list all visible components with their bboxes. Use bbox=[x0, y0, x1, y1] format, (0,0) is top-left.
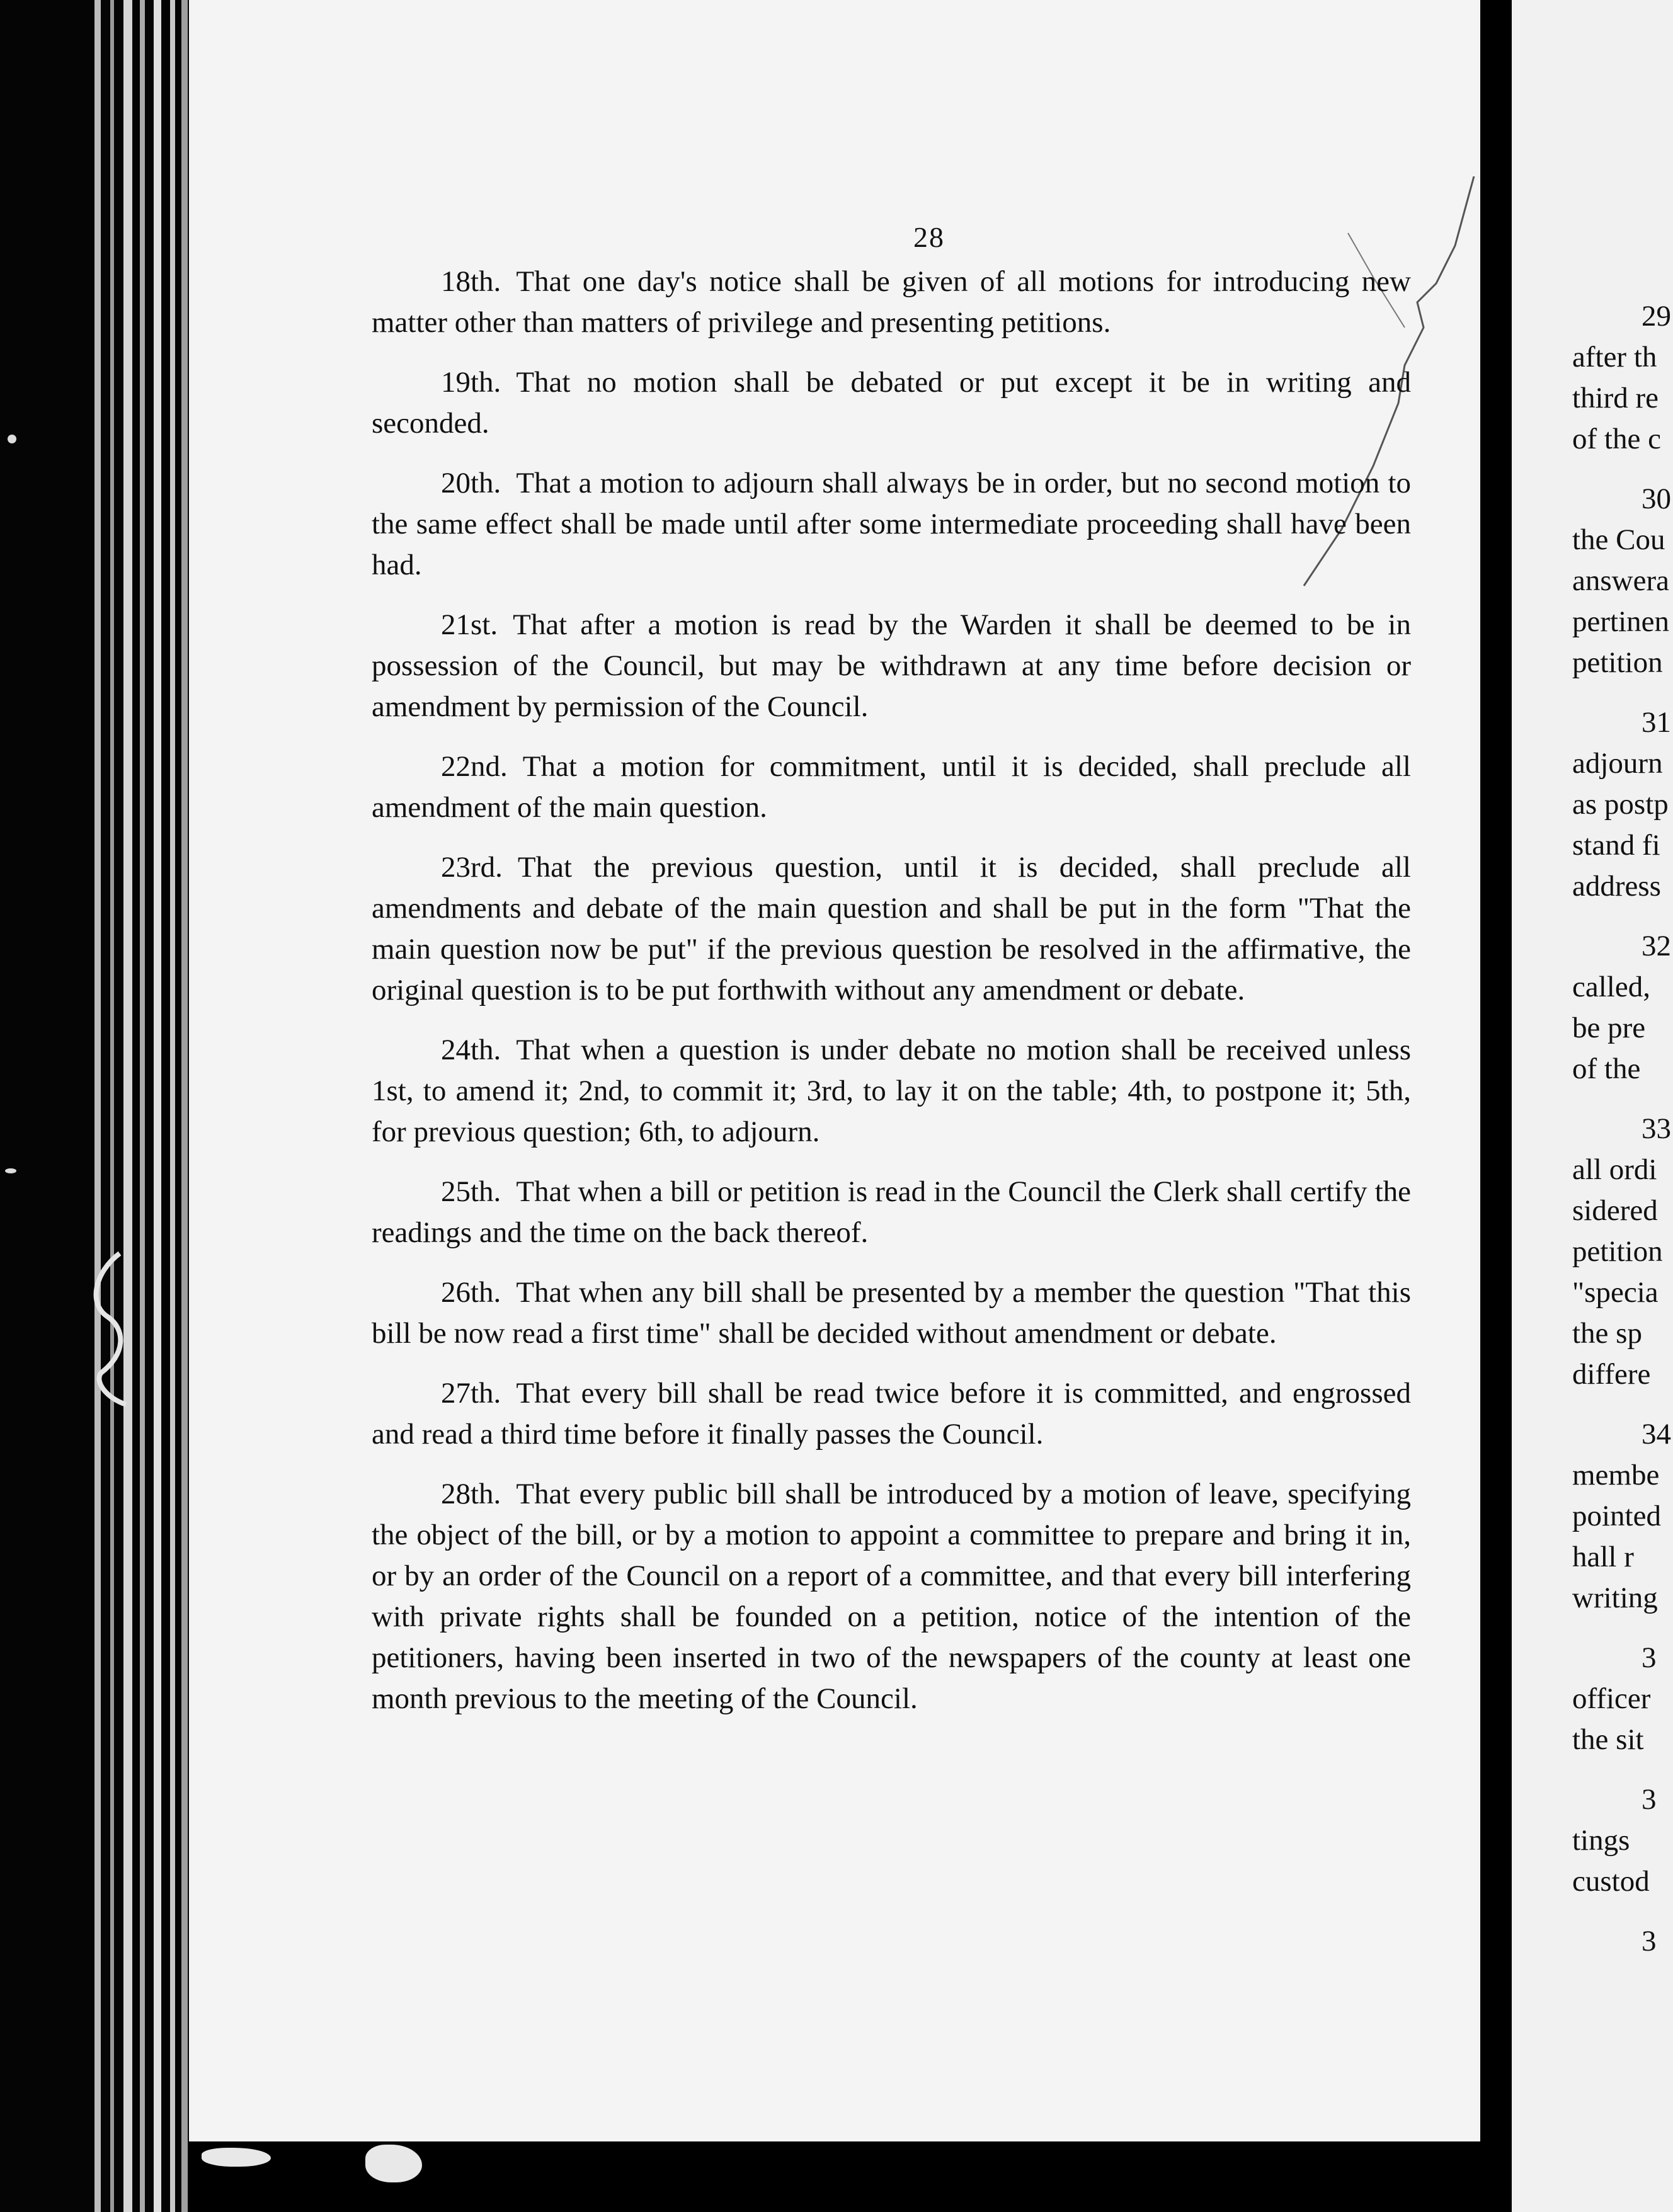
facing-page bbox=[1512, 0, 1673, 2212]
page-edge-line bbox=[123, 0, 132, 2212]
facing-line-fragment: address bbox=[1572, 870, 1661, 903]
facing-line-fragment: differe bbox=[1572, 1358, 1651, 1391]
facing-line-fragment: petition bbox=[1572, 646, 1663, 679]
rule-text: That when a bill or petition is read in the Council the Clerk shall certify the readings and the time on the back thereof. bbox=[372, 1175, 1411, 1249]
rule-ordinal: 28th. bbox=[441, 1478, 501, 1510]
page-edge-line bbox=[181, 0, 188, 2212]
rule-paragraph bbox=[372, 261, 1411, 343]
rule-text: That one day's notice shall be given of all motions for introducing new matter other than matters of privilege and presenting petitions. bbox=[372, 265, 1411, 339]
facing-paragraph-fragment bbox=[1572, 1921, 1671, 1962]
facing-paragraph-fragment bbox=[1572, 926, 1671, 1090]
facing-paragraph-fragment bbox=[1572, 296, 1671, 460]
main-page bbox=[189, 0, 1484, 2141]
dust-speck bbox=[5, 1168, 16, 1173]
rules-list bbox=[372, 261, 1411, 1719]
rule-ordinal: 26th. bbox=[441, 1276, 501, 1309]
facing-paragraph-fragment bbox=[1572, 1638, 1671, 1760]
paper-blot bbox=[365, 2145, 422, 2182]
facing-line-fragment: petition bbox=[1572, 1235, 1663, 1268]
rule-paragraph bbox=[372, 1373, 1411, 1455]
page-edge-line bbox=[94, 0, 101, 2212]
facing-line-fragment: pertinen bbox=[1572, 605, 1669, 638]
rule-ordinal: 18th. bbox=[441, 265, 501, 298]
rule-text: That every bill shall be read twice before it is committed, and engrossed and read a third time before it finally passes the Council. bbox=[372, 1377, 1411, 1451]
facing-paragraph-fragment bbox=[1572, 479, 1671, 683]
book-binding-edge bbox=[0, 0, 202, 2212]
facing-line-fragment: answera bbox=[1572, 564, 1669, 597]
facing-page-text bbox=[1572, 296, 1671, 1981]
facing-line-fragment: custod bbox=[1572, 1865, 1650, 1898]
rule-ordinal: 21st. bbox=[441, 608, 498, 641]
facing-line-fragment: the sit bbox=[1572, 1723, 1644, 1756]
facing-line-fragment: of the c bbox=[1572, 423, 1661, 455]
rule-text: That a motion to adjourn shall always be in order, but no second motion to the same effect shall be made until after some intermediate proceeding shall have been had. bbox=[372, 467, 1411, 581]
rule-paragraph bbox=[372, 1474, 1411, 1719]
facing-paragraph-fragment bbox=[1572, 1414, 1671, 1619]
facing-line-fragment: third re bbox=[1572, 382, 1659, 414]
facing-line-fragment: pointed bbox=[1572, 1500, 1661, 1532]
facing-line-fragment: officer bbox=[1572, 1682, 1651, 1715]
rule-paragraph bbox=[372, 847, 1411, 1011]
facing-line-fragment: the Cou bbox=[1572, 523, 1665, 556]
rule-text: That no motion shall be debated or put except it be in writing and seconded. bbox=[372, 366, 1411, 440]
facing-line-fragment: hall r bbox=[1572, 1541, 1634, 1573]
facing-line-fragment: sidered bbox=[1572, 1194, 1658, 1227]
facing-line-fragment: 3 bbox=[1642, 1641, 1657, 1674]
rule-paragraph bbox=[372, 1172, 1411, 1253]
rule-ordinal: 20th. bbox=[441, 467, 501, 499]
facing-line-fragment: 34 bbox=[1642, 1418, 1671, 1451]
page-number: 28 bbox=[913, 221, 945, 253]
facing-line-fragment: 29 bbox=[1642, 300, 1671, 333]
facing-line-fragment: as postp bbox=[1572, 788, 1669, 821]
facing-line-fragment: 30 bbox=[1642, 482, 1671, 515]
facing-line-fragment: 3 bbox=[1642, 1925, 1657, 1958]
bottom-edge-shadow bbox=[189, 2141, 1512, 2212]
facing-paragraph-fragment bbox=[1572, 702, 1671, 907]
rule-paragraph bbox=[372, 463, 1411, 586]
rule-text: That after a motion is read by the Warden it shall be deemed to be in possession of the Council, but may be withdrawn at any time before decision or amendment by permission of the Council. bbox=[372, 608, 1411, 723]
facing-line-fragment: 3 bbox=[1642, 1783, 1657, 1816]
rule-paragraph bbox=[372, 1030, 1411, 1153]
binding-thread-mark bbox=[82, 1247, 157, 1411]
rule-ordinal: 27th. bbox=[441, 1377, 501, 1410]
rule-text: That when a question is under debate no motion shall be received unless 1st, to amend it; 2nd, to commit it; 3rd, to lay it on the table; 4th, to postpone it; 5th, for previous question; 6th, to adjourn. bbox=[372, 1034, 1411, 1148]
rule-paragraph bbox=[372, 1272, 1411, 1354]
facing-paragraph-fragment bbox=[1572, 1109, 1671, 1395]
rule-paragraph bbox=[372, 746, 1411, 828]
rule-text: That when any bill shall be presented by a member the question "That this bill be now read a first time" shall be decided without amendment or debate. bbox=[372, 1276, 1411, 1350]
rule-text: That a motion for commitment, until it is decided, shall preclude all amendment of the main question. bbox=[372, 750, 1411, 824]
facing-line-fragment: 31 bbox=[1642, 706, 1671, 739]
rule-text: That every public bill shall be introduced by a motion of leave, specifying the object of the bill, or by a motion to appoint a committee to prepare and bring it in, or by an order of the Council on a report of a committee, and that every bill interfering with private rights shall be founded on a petition, notice of the intention of the petitioners, having been inserted in two of the newspapers of the county at least one month previous to the meeting of the Council. bbox=[372, 1478, 1411, 1715]
page-content bbox=[372, 220, 1411, 1738]
facing-paragraph-fragment bbox=[1572, 1779, 1671, 1902]
page-edge-line bbox=[170, 0, 175, 2212]
facing-line-fragment: all ordi bbox=[1572, 1153, 1657, 1186]
rule-paragraph bbox=[372, 362, 1411, 444]
facing-line-fragment: the sp bbox=[1572, 1317, 1642, 1350]
facing-line-fragment: 33 bbox=[1642, 1112, 1671, 1145]
rule-ordinal: 24th. bbox=[441, 1034, 501, 1066]
page-edge-line bbox=[154, 0, 161, 2212]
page-edge-line bbox=[140, 0, 145, 2212]
rule-ordinal: 23rd. bbox=[441, 851, 503, 884]
rule-ordinal: 25th. bbox=[441, 1175, 501, 1208]
facing-line-fragment: writing bbox=[1572, 1582, 1658, 1614]
facing-line-fragment: tings bbox=[1572, 1824, 1630, 1857]
facing-line-fragment: called, bbox=[1572, 971, 1650, 1003]
facing-line-fragment: 32 bbox=[1642, 930, 1671, 962]
rule-paragraph bbox=[372, 605, 1411, 727]
rule-text: That the previous question, until it is decided, shall preclude all amendments and debate of the main question and shall be put in the form "That the main question now be put" if the previous question be resolved in the affirmative, the original question is to be put forthwith without any amendment or debate. bbox=[372, 851, 1411, 1006]
paper-blot bbox=[202, 2148, 271, 2167]
facing-line-fragment: adjourn bbox=[1572, 747, 1663, 780]
facing-line-fragment: stand fi bbox=[1572, 829, 1660, 862]
page-edge-line bbox=[110, 0, 114, 2212]
dust-speck bbox=[8, 435, 16, 443]
facing-line-fragment: membe bbox=[1572, 1459, 1660, 1491]
rule-ordinal: 19th. bbox=[441, 366, 501, 399]
rule-ordinal: 22nd. bbox=[441, 750, 508, 783]
facing-line-fragment: of the bbox=[1572, 1052, 1641, 1085]
facing-line-fragment: "specia bbox=[1572, 1276, 1659, 1309]
facing-line-fragment: after th bbox=[1572, 341, 1657, 373]
facing-line-fragment: be pre bbox=[1572, 1012, 1646, 1044]
